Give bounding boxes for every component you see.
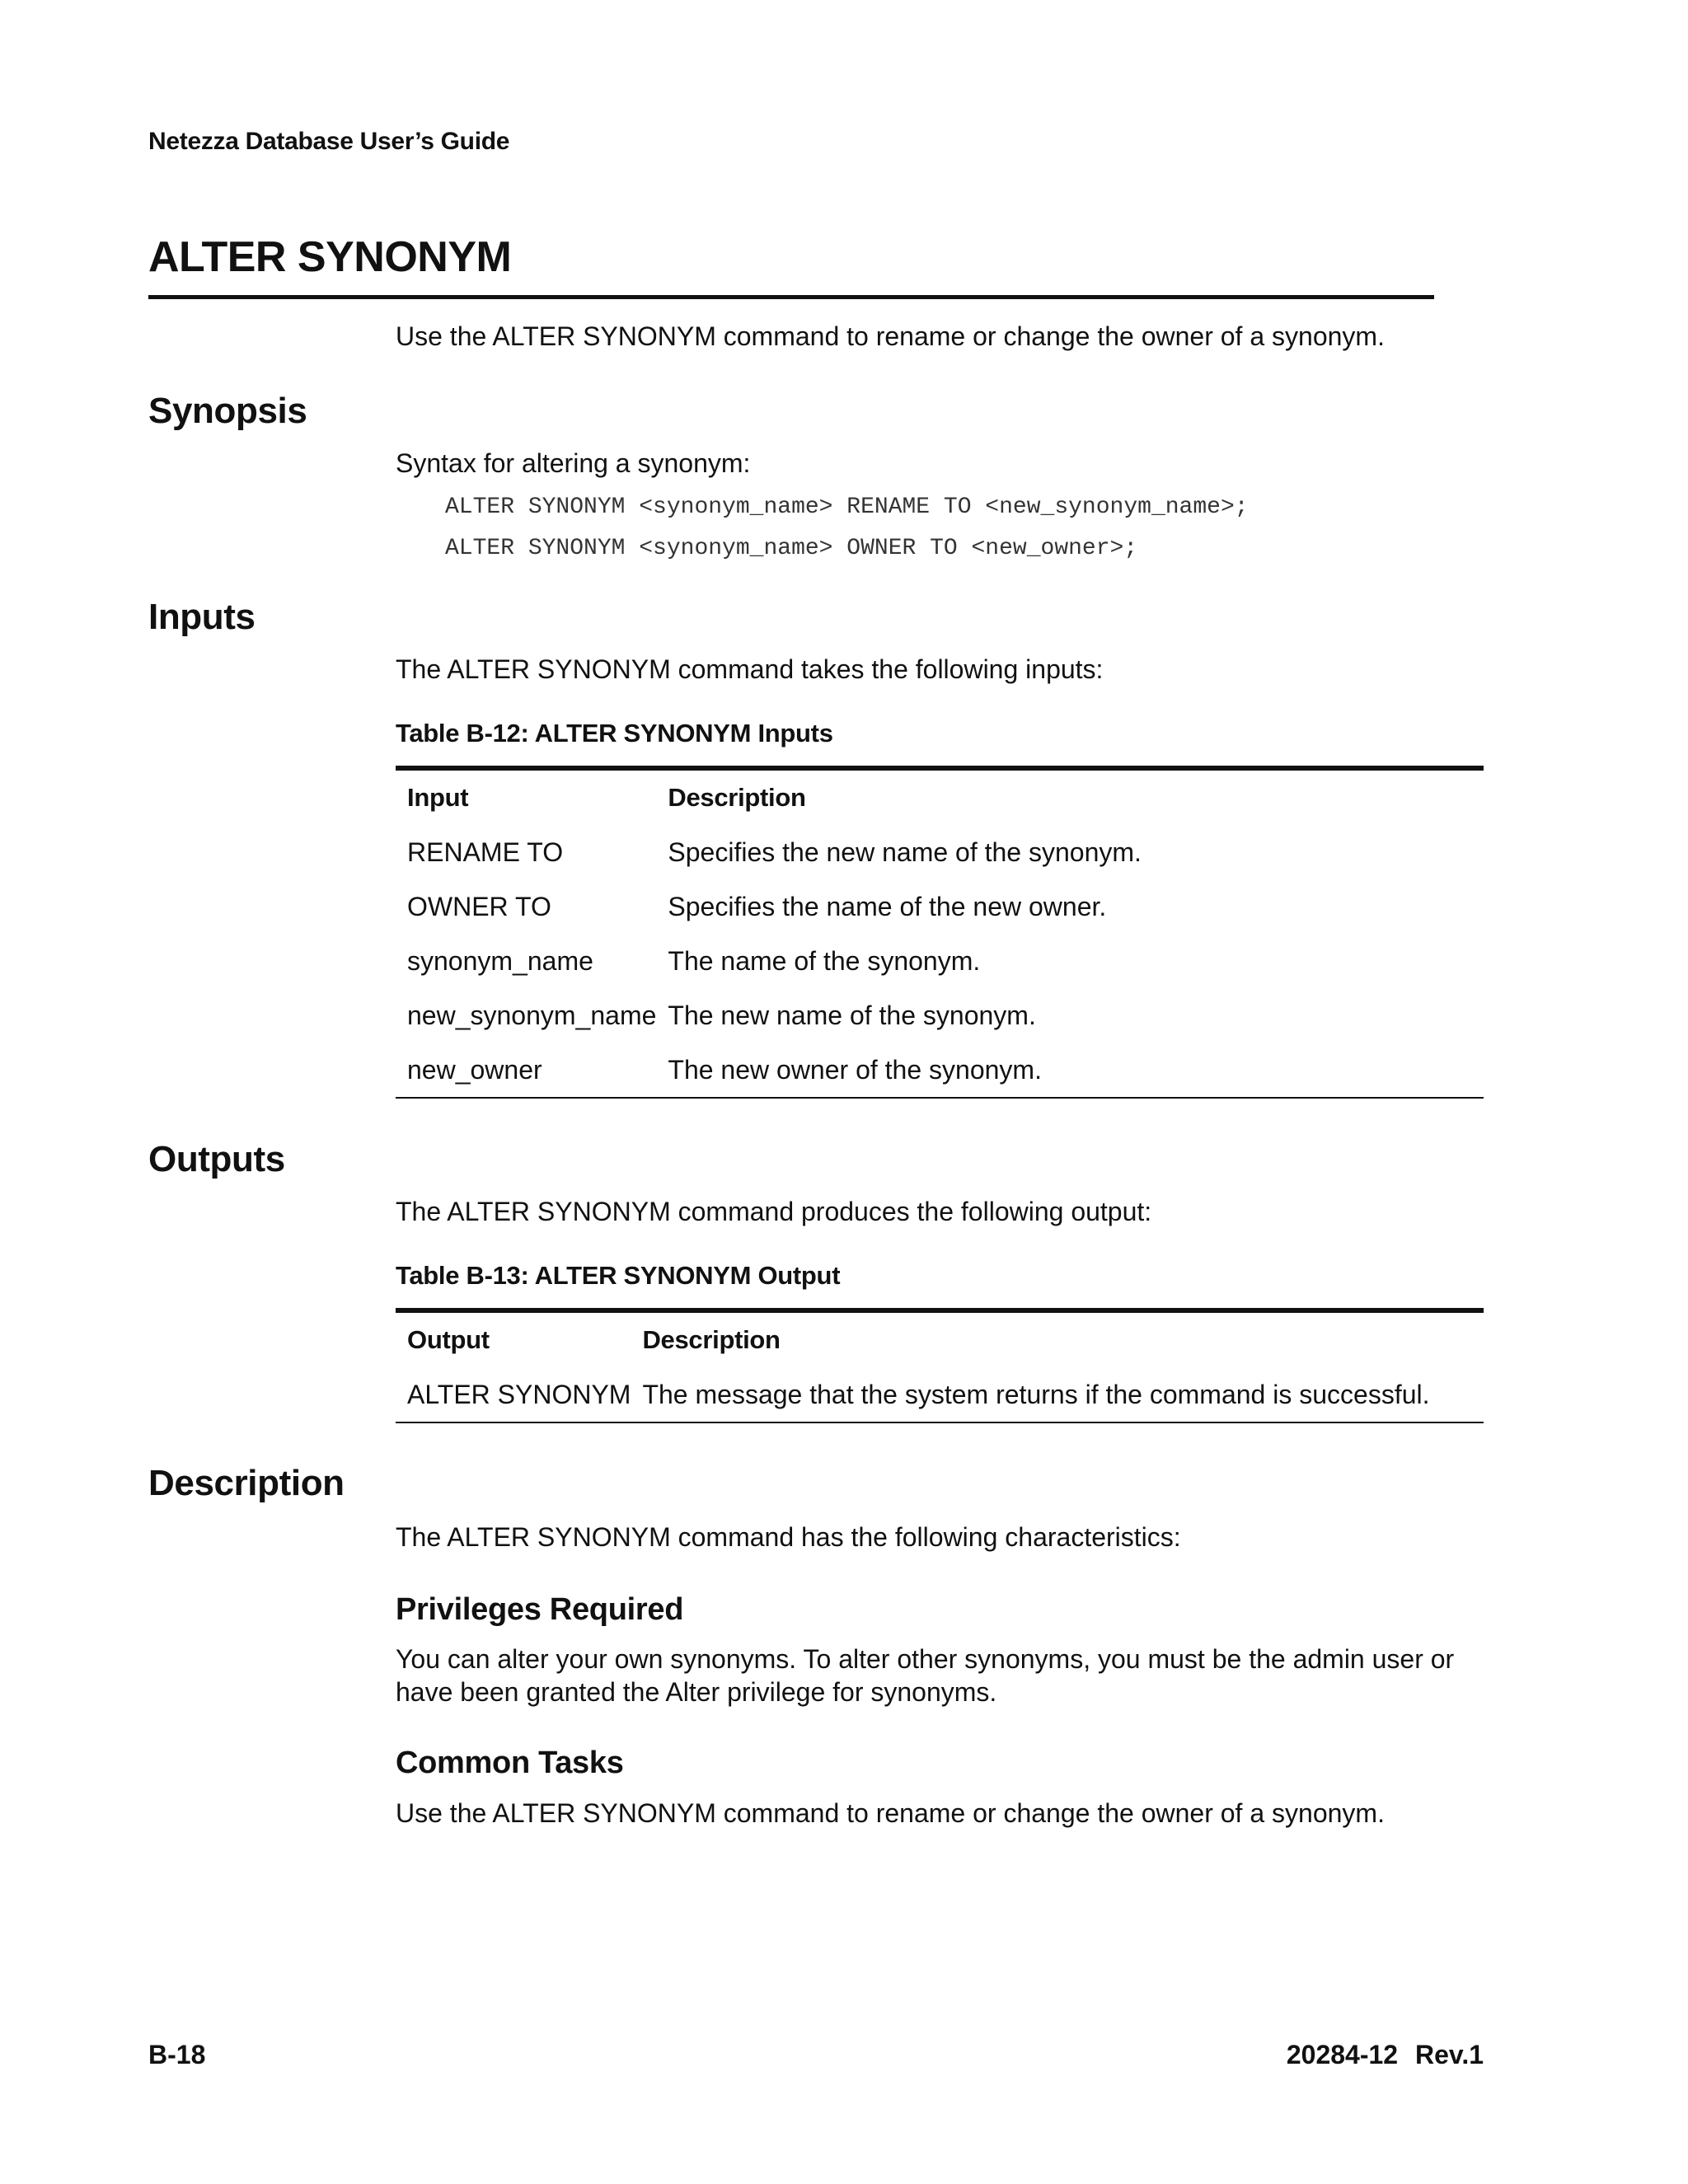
table-row: [396, 1367, 1484, 1422]
table-cell: OWNER TO: [407, 891, 551, 921]
privileges-text: You can alter your own synonyms. To alter other synonyms, you must be the admin user or have been granted the Alter privilege for synonyms.: [396, 1644, 1455, 1707]
column-header: Input: [407, 783, 469, 812]
inputs-heading: Inputs: [148, 597, 256, 637]
table-cell: Specifies the name of the new owner.: [668, 891, 1107, 921]
description-heading: Description: [148, 1463, 345, 1503]
common-tasks-heading: Common Tasks: [396, 1746, 624, 1780]
table-cell: new_synonym_name: [407, 1000, 657, 1030]
synopsis-lead: Syntax for altering a synonym:: [396, 448, 751, 478]
synopsis-heading: Synopsis: [148, 391, 307, 431]
table-cell: synonym_name: [407, 945, 593, 976]
outputs-table-caption: Table B-13: ALTER SYNONYM Output: [396, 1261, 841, 1290]
code-line: ALTER SYNONYM <synonym_name> RENAME TO <new_synonym_name>;: [445, 494, 1249, 520]
outputs-table: [396, 1308, 1484, 1423]
inputs-table: [396, 766, 1484, 1099]
document-id: 20284-12 Rev.1: [1286, 2040, 1484, 2069]
table-row: [396, 825, 1484, 879]
title-rule: [148, 295, 1434, 299]
description-lead: The ALTER SYNONYM command has the following characteristics:: [396, 1522, 1181, 1552]
table-cell: The name of the synonym.: [668, 945, 981, 976]
privileges-heading: Privileges Required: [396, 1592, 684, 1627]
inputs-lead: The ALTER SYNONYM command takes the following inputs:: [396, 654, 1104, 684]
page-title: ALTER SYNONYM: [148, 233, 512, 281]
table-cell: ALTER SYNONYM: [407, 1379, 631, 1409]
table-cell: RENAME TO: [407, 837, 564, 867]
table-header-row: [396, 768, 1484, 825]
table-row: [396, 988, 1484, 1043]
common-tasks-text: Use the ALTER SYNONYM command to rename or change the owner of a synonym.: [396, 1798, 1385, 1828]
outputs-heading: Outputs: [148, 1139, 285, 1179]
table-header-row: [396, 1310, 1484, 1367]
column-header: Description: [668, 783, 806, 812]
running-header: Netezza Database User’s Guide: [148, 128, 510, 155]
code-line: ALTER SYNONYM <synonym_name> OWNER TO <new_owner>;: [445, 536, 1138, 561]
column-header: Description: [642, 1325, 781, 1354]
column-header: Output: [407, 1325, 490, 1354]
inputs-table-caption: Table B-12: ALTER SYNONYM Inputs: [396, 719, 833, 748]
outputs-lead: The ALTER SYNONYM command produces the following output:: [396, 1197, 1152, 1226]
table-cell: new_owner: [407, 1054, 542, 1085]
table-cell: Specifies the new name of the synonym.: [668, 837, 1142, 867]
table-row: [396, 879, 1484, 934]
intro-text: Use the ALTER SYNONYM command to rename or change the owner of a synonym.: [396, 321, 1385, 351]
table-row: [396, 934, 1484, 988]
table-cell: The message that the system returns if the command is successful.: [642, 1379, 1430, 1409]
table-cell: The new name of the synonym.: [668, 1000, 1036, 1030]
page-number: B-18: [148, 2040, 206, 2069]
table-row: [396, 1043, 1484, 1098]
table-cell: The new owner of the synonym.: [668, 1054, 1042, 1085]
